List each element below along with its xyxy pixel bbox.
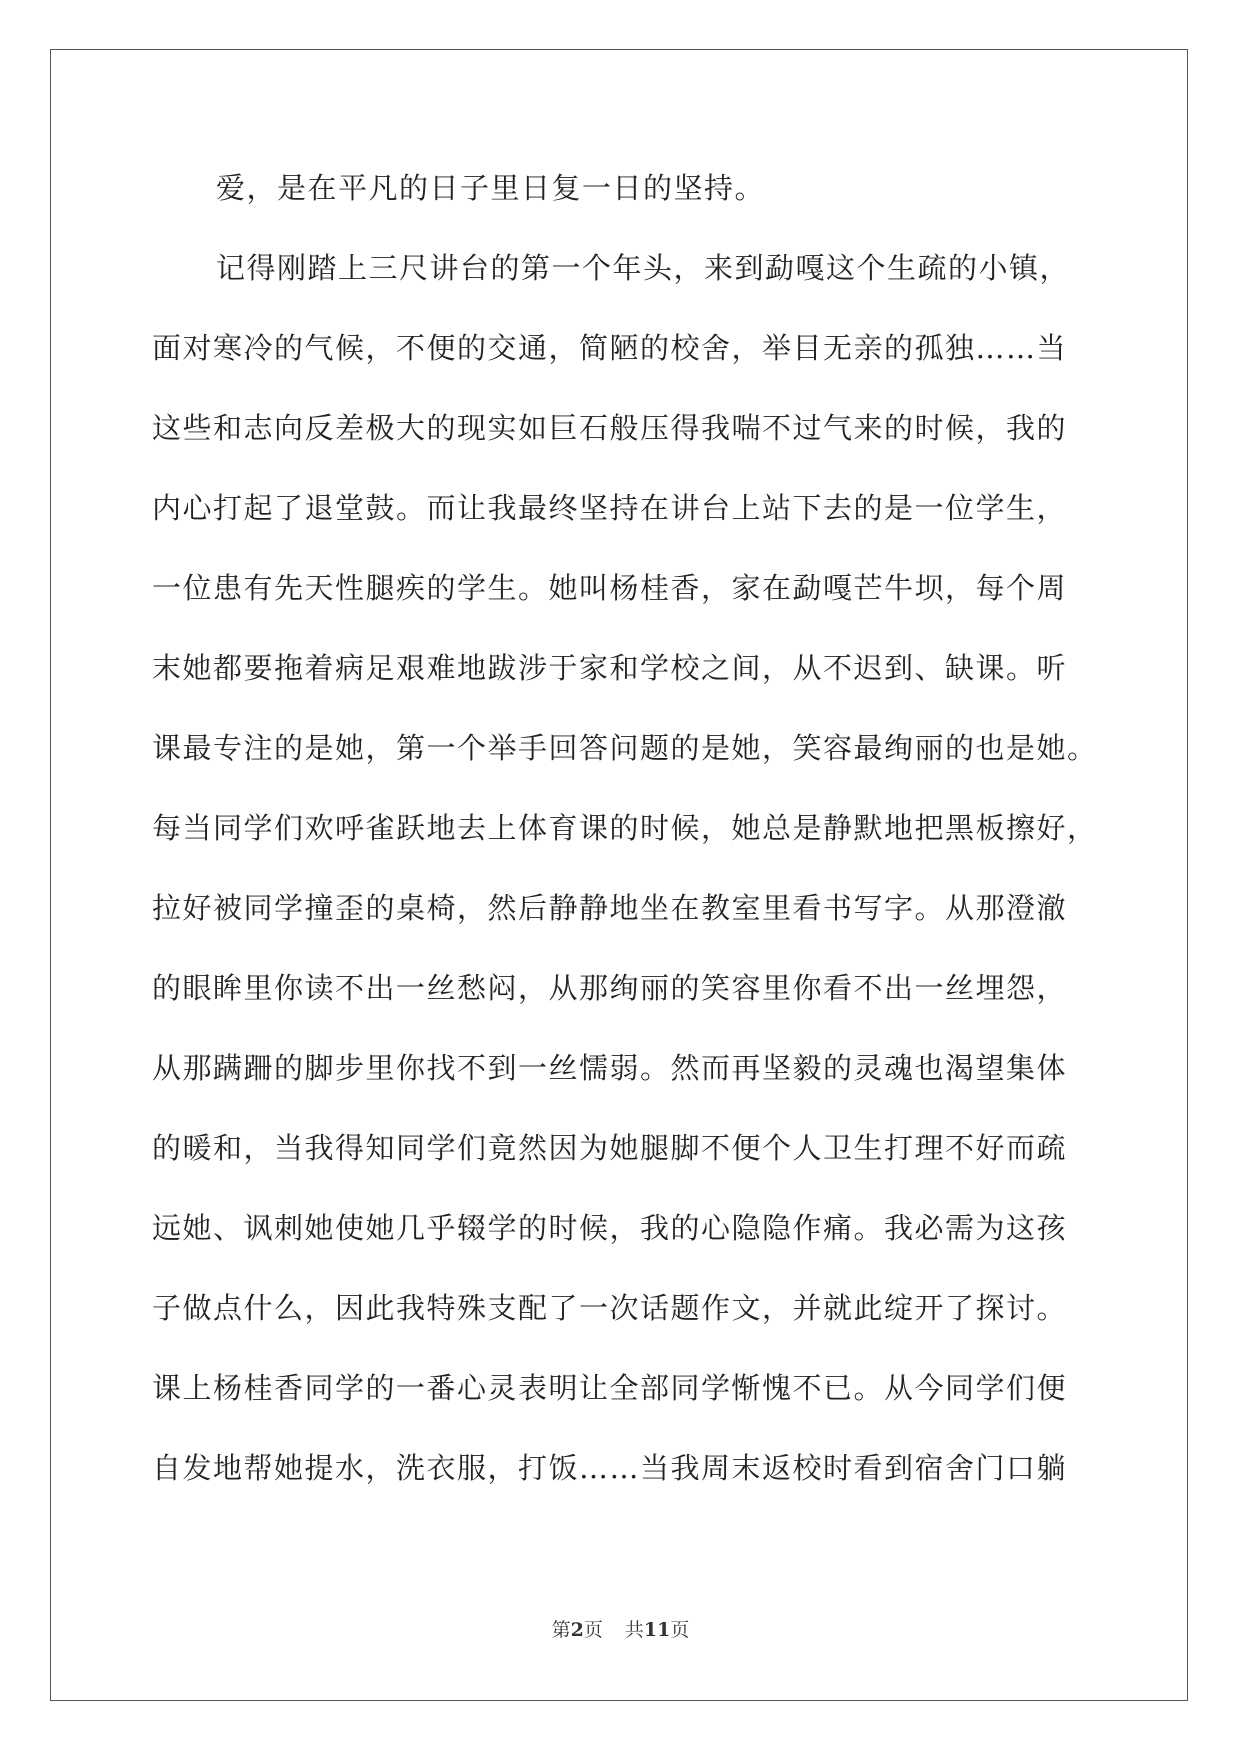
text-line: 远她、讽刺她使她几乎辍学的时候，我的心隐隐作痛。我必需为这孩 [152, 1211, 1068, 1245]
text-line: 课上杨桂香同学的一番心灵表明让全部同学惭愧不已。从今同学们便 [152, 1371, 1068, 1405]
text-line: 课最专注的是她，第一个举手回答问题的是她，笑容最绚丽的也是她。 [152, 731, 1098, 765]
current-page-number: 2 [570, 1619, 584, 1641]
text-line: 一位患有先天性腿疾的学生。她叫杨桂香，家在勐嘎芒牛坝，每个周 [152, 571, 1068, 605]
text-line: 记得刚踏上三尺讲台的第一个年头，来到勐嘎这个生疏的小镇， [216, 251, 1071, 285]
text-line: 的眼眸里你读不出一丝愁闷，从那绚丽的笑容里你看不出一丝埋怨， [152, 971, 1068, 1005]
document-body [152, 168, 1098, 1528]
text-line: 末她都要拖着病足艰难地跋涉于家和学校之间，从不迟到、缺课。听 [152, 651, 1068, 685]
text-line: 从那蹒跚的脚步里你找不到一丝懦弱。然而再坚毅的灵魂也渴望集体 [152, 1051, 1068, 1085]
text-line: 子做点什么，因此我特殊支配了一次话题作文，并就此绽开了探讨。 [152, 1291, 1068, 1325]
text-line: 内心打起了退堂鼓。而让我最终坚持在讲台上站下去的是一位学生， [152, 491, 1068, 525]
text-line: 面对寒冷的气候，不便的交通，简陋的校舍，举目无亲的孤独……当 [152, 331, 1068, 365]
text-line: 爱，是在平凡的日子里日复一日的坚持。 [216, 171, 766, 205]
page-prefix: 第 [551, 1619, 571, 1641]
page-footer [0, 1618, 1241, 1642]
text-line: 自发地帮她提水，洗衣服，打饭……当我周末返校时看到宿舍门口躺 [152, 1451, 1068, 1485]
total-page-number: 11 [643, 1619, 671, 1641]
text-line: 这些和志向反差极大的现实如巨石般压得我喘不过气来的时候，我的 [152, 411, 1068, 445]
total-suffix: 页 [670, 1619, 690, 1641]
text-line: 的暖和，当我得知同学们竟然因为她腿脚不便个人卫生打理不好而疏 [152, 1131, 1068, 1165]
text-line: 每当同学们欢呼雀跃地去上体育课的时候，她总是静默地把黑板擦好， [152, 811, 1098, 845]
text-line: 拉好被同学撞歪的桌椅，然后静静地坐在教室里看书写字。从那澄澈 [152, 891, 1068, 925]
page-suffix: 页 [583, 1619, 603, 1641]
total-prefix: 共 [624, 1619, 644, 1641]
